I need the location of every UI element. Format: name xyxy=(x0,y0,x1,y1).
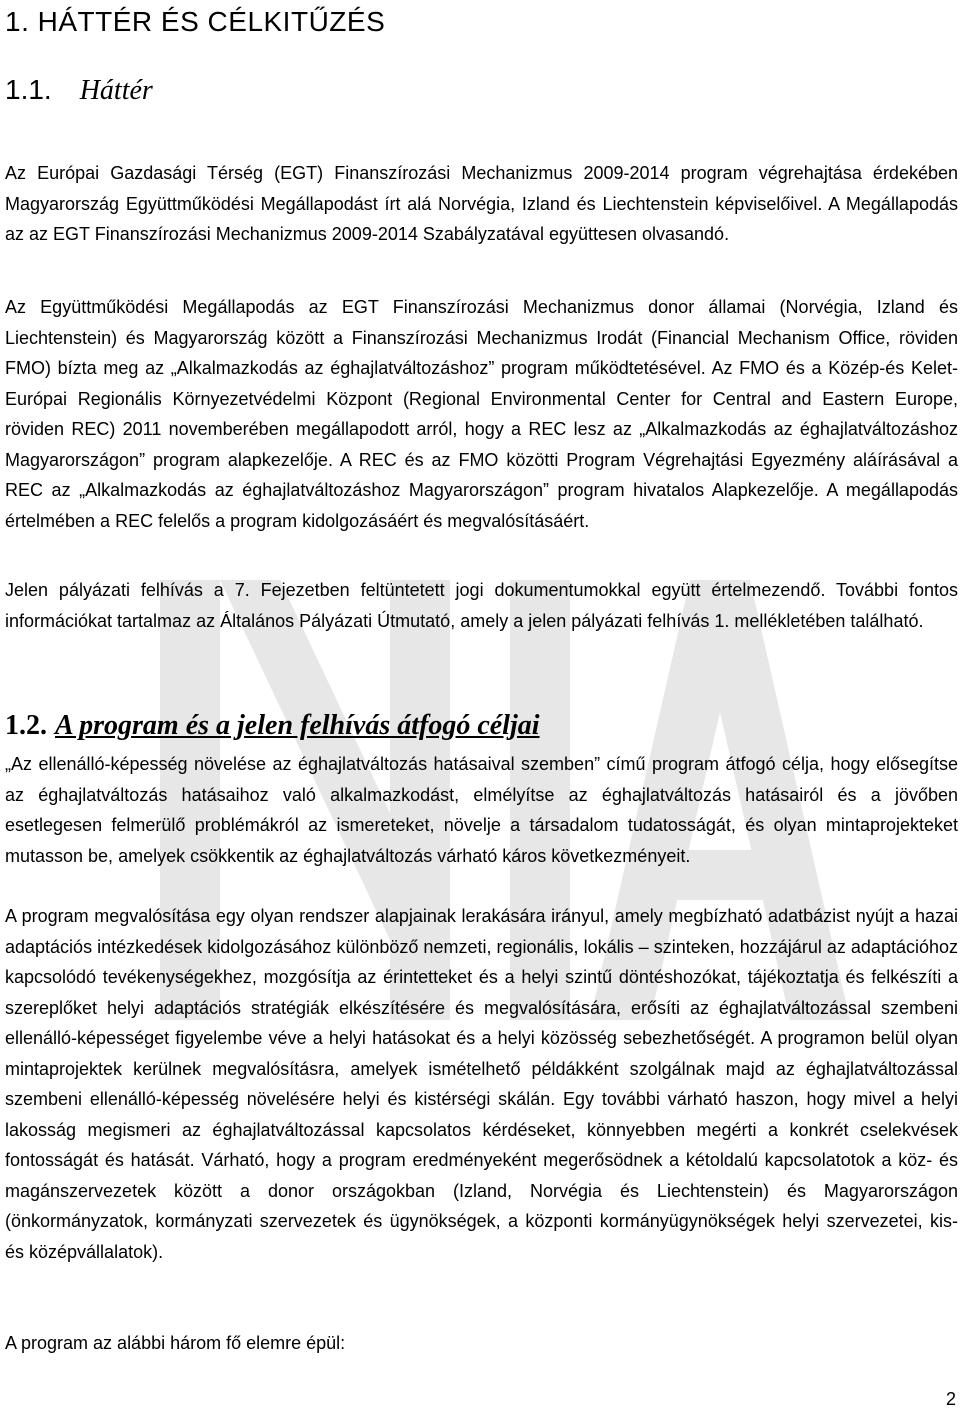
paragraph-program-goal: „Az ellenálló-képesség növelése az éghajlatváltozás hatásaival szemben” című program átfogó célja, hogy elősegítse az éghajlatváltozás hatásaihoz való alkalmazkodást, elmélyítse az éghajlatváltozás hatásairól és a jövőben esetlegesen felmerülő problémákról az ismereteket, növelje a társadalom tudatosságát, és olyan mintaprojekteket mutasson be, amelyek csökkentik az éghajlatváltozás várható káros következményeit. xyxy=(5,754,958,866)
paragraph-three-elements: A program az alábbi három fő elemre épül: xyxy=(5,1333,346,1353)
paragraph-program-implementation: A program megvalósítása egy olyan rendszer alapjainak lerakására irányul, amely megbízható adatbázist nyújt a hazai adaptációs intézkedések kidolgozásához különböző nemzeti, regionális, lokális – szinteken, hozzájárul az adaptációhoz kapcsolódó tevékenységekhez, mozgósítja az érintetteket és a helyi szintű döntéshozókat, tájékoztatja és felkészíti a szereplőket helyi adaptációs stratégiák elkészítésére és megvalósítására, erősíti az éghajlatváltozással szembeni ellenálló-képességet figyelembe véve a helyi hatásokat és a helyi közösség sebezhetőségét. A programon belül olyan mintaprojektek kerülnek megvalósításra, amelyek ismételhető példákként szolgálnak majd az éghajlatváltozással szembeni ellenálló-képesség növelésére helyi és kistérségi skálán. Egy további várható haszon, hogy mivel a helyi lakosság megismeri az éghajlatváltozással kapcsolatos kérdéseket, könnyebben megérti a konkrét cselekvések fontosságát és hatását. Várható, hogy a program eredményeként megerősödnek a kétoldalú kapcsolatotok a köz- és magánszervezetek között a donor országokban (Izland, Norvégia és Liechtenstein) és Magyarországon (önkormányzatok, kormányzati szervezetek és ügynökségek, a központi kormányügynökségek helyi szervezetei, kis- és középvállalatok). xyxy=(5,906,958,1262)
section-number: 1.1. xyxy=(5,74,52,105)
page-number: 2 xyxy=(945,1389,956,1409)
paragraph-fmo-rec: Az Együttműködési Megállapodás az EGT Finanszírozási Mechanizmus donor államai (Norvégia, Izland és Liechtenstein) és Magyarország között a Finanszírozási Mechanizmus Irodát (Financial Mechanism Office, röviden FMO) bízta meg az „Alkalmazkodás az éghajlatváltozáshoz” program működtetésével. Az FMO és a Közép-és Kelet-Európai Regionális Környezetvédelmi Központ (Regional Environmental Center for Central and Eastern Europe, röviden REC) 2011 novemberében megállapodott arról, hogy a REC lesz az „Alkalmazkodás az éghajlatváltozáshoz Magyarországon” program alapkezelője. A REC és az FMO közötti Program Végrehajtási Egyezmény aláírásával a REC az „Alkalmazkodás az éghajlatváltozáshoz Magyarországon” program hivatalos Alapkezelője. A megállapodás értelmében a REC felelős a program kidolgozásáért és megvalósításáért. xyxy=(5,297,958,531)
section-heading-1-2 xyxy=(5,706,540,746)
section-title: A program és a jelen felhívás átfogó céljai xyxy=(55,710,540,741)
paragraph-egt-intro: Az Európai Gazdasági Térség (EGT) Finanszírozási Mechanizmus 2009-2014 program végrehajtása érdekében Magyarország Együttműködési Megállapodást írt alá Norvégia, Izland és Liechtenstein képviselőivel. A Megállapodás az az EGT Finanszírozási Mechanizmus 2009-2014 Szabályzatával együttesen olvasandó. xyxy=(5,163,958,244)
paragraph-legal-docs: Jelen pályázati felhívás a 7. Fejezetben feltüntetett jogi dokumentumokkal együtt értelmezendő. További fontos információkat tartalmaz az Általános Pályázati Útmutató, amely a jelen pályázati felhívás 1. mellékletében található. xyxy=(5,580,958,631)
section-number: 1.2. xyxy=(5,710,47,741)
chapter-heading: 1. HÁTTÉR ÉS CÉLKITŰZÉS xyxy=(5,6,386,37)
section-heading-1-1 xyxy=(5,70,153,111)
section-title: Háttér xyxy=(79,75,153,106)
